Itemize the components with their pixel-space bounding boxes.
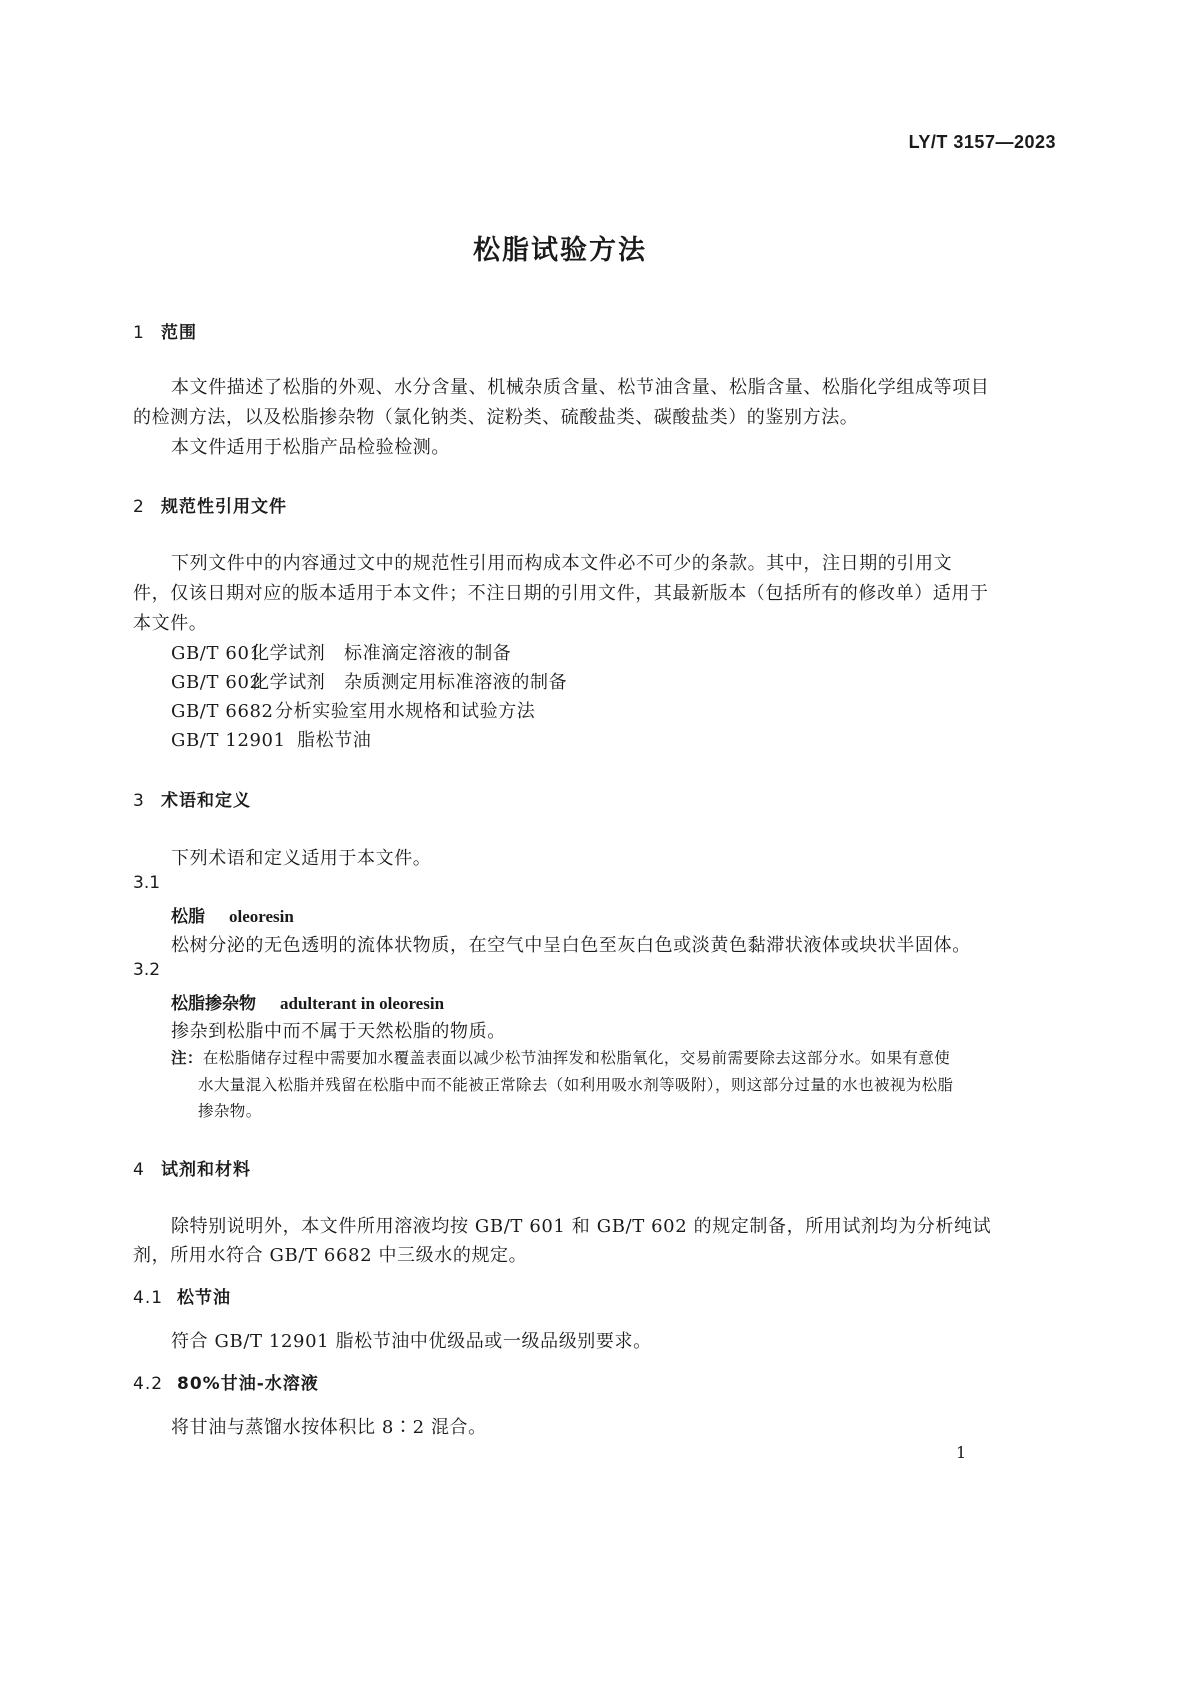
section-2-heading (133, 492, 287, 517)
note-line: 水大量混入松脂并残留在松脂中而不能被正常除去（如利用吸水剂等吸附），则这部分过量的水也被视为松脂 (198, 1076, 954, 1094)
note (171, 1046, 950, 1068)
document-title: 松脂试验方法 (473, 235, 647, 266)
term-definition: 松树分泌的无色透明的流体状物质，在空气中呈白色至灰白色或淡黄色黏滞状液体或块状半固体。 (171, 935, 971, 956)
section-number: 2 (133, 497, 145, 517)
subsection-text: 符合 GB/T 12901 脂松节油中优级品或一级品级别要求。 (171, 1331, 652, 1352)
term-number: 3.1 (133, 873, 161, 893)
subsection-title: 松节油 (177, 1288, 231, 1308)
section-number: 3 (133, 791, 145, 811)
reference-title: 化学试剂 标准滴定溶液的制备 (251, 643, 512, 664)
reference-title: 分析实验室用水规格和试验方法 (275, 701, 536, 722)
s4-paragraph-line: 剂，所用水符合 GB/T 6682 中三级水的规定。 (133, 1245, 528, 1266)
section-1-heading (133, 318, 197, 343)
section-title: 术语和定义 (161, 791, 251, 811)
reference-item (171, 668, 567, 694)
section-title: 规范性引用文件 (161, 497, 287, 517)
reference-code: GB/T 602 (171, 672, 262, 693)
s1-paragraph: 本文件适用于松脂产品检验检测。 (171, 437, 450, 458)
reference-code: GB/T 601 (171, 643, 262, 664)
s4-paragraph-line: 除特别说明外，本文件所用溶液均按 GB/T 601 和 GB/T 602 的规定制备，所用试剂均为分析纯试 (171, 1216, 992, 1237)
section-title: 试剂和材料 (161, 1160, 251, 1180)
reference-title: 化学试剂 杂质测定用标准溶液的制备 (251, 672, 568, 693)
term-heading (171, 989, 444, 1014)
page-number: 1 (956, 1443, 967, 1462)
reference-item (171, 697, 535, 723)
reference-code: GB/T 6682 (171, 701, 274, 722)
subsection-number: 4.1 (133, 1288, 164, 1308)
subsection-4-2-heading (133, 1369, 319, 1394)
reference-item (171, 726, 371, 752)
section-number: 4 (133, 1160, 145, 1180)
section-4-heading (133, 1155, 251, 1180)
reference-title: 脂松节油 (297, 730, 372, 751)
reference-code: GB/T 12901 (171, 730, 286, 751)
note-line: 在松脂储存过程中需要加水覆盖表面以减少松节油挥发和松脂氧化，交易前需要除去这部分水。如果有意使 (202, 1049, 951, 1067)
s1-paragraph-line: 的检测方法，以及松脂掺杂物（氯化钠类、淀粉类、硫酸盐类、碳酸盐类）的鉴别方法。 (133, 407, 859, 428)
section-title: 范围 (161, 323, 197, 343)
note-line: 掺杂物。 (198, 1102, 262, 1120)
term-zh: 松脂掺杂物 (171, 994, 256, 1014)
term-zh: 松脂 (171, 907, 205, 927)
reference-item (171, 639, 511, 665)
s3-intro: 下列术语和定义适用于本文件。 (171, 848, 432, 869)
note-label: 注： (171, 1049, 203, 1067)
term-number: 3.2 (133, 960, 161, 980)
subsection-title: 80%甘油-水溶液 (177, 1374, 319, 1394)
term-heading (171, 902, 294, 927)
term-en: adulterant in oleoresin (280, 994, 445, 1013)
s2-paragraph-line: 本文件。 (133, 613, 208, 634)
subsection-4-1-heading (133, 1283, 231, 1308)
subsection-text: 将甘油与蒸馏水按体积比 8∶2 混合。 (171, 1417, 487, 1438)
s2-paragraph-line: 件，仅该日期对应的版本适用于本文件；不注日期的引用文件，其最新版本（包括所有的修改单）适用于 (133, 583, 989, 604)
standard-code: LY/T 3157—2023 (908, 132, 1056, 152)
term-definition: 掺杂到松脂中而不属于天然松脂的物质。 (171, 1021, 506, 1042)
subsection-number: 4.2 (133, 1374, 164, 1394)
section-number: 1 (133, 323, 145, 343)
s2-paragraph-line: 下列文件中的内容通过文中的规范性引用而构成本文件必不可少的条款。其中，注日期的引用文 (171, 553, 953, 574)
term-en: oleoresin (229, 907, 294, 926)
section-3-heading (133, 786, 251, 811)
s1-paragraph-line: 本文件描述了松脂的外观、水分含量、机械杂质含量、松节油含量、松脂含量、松脂化学组成等项目 (171, 377, 990, 398)
